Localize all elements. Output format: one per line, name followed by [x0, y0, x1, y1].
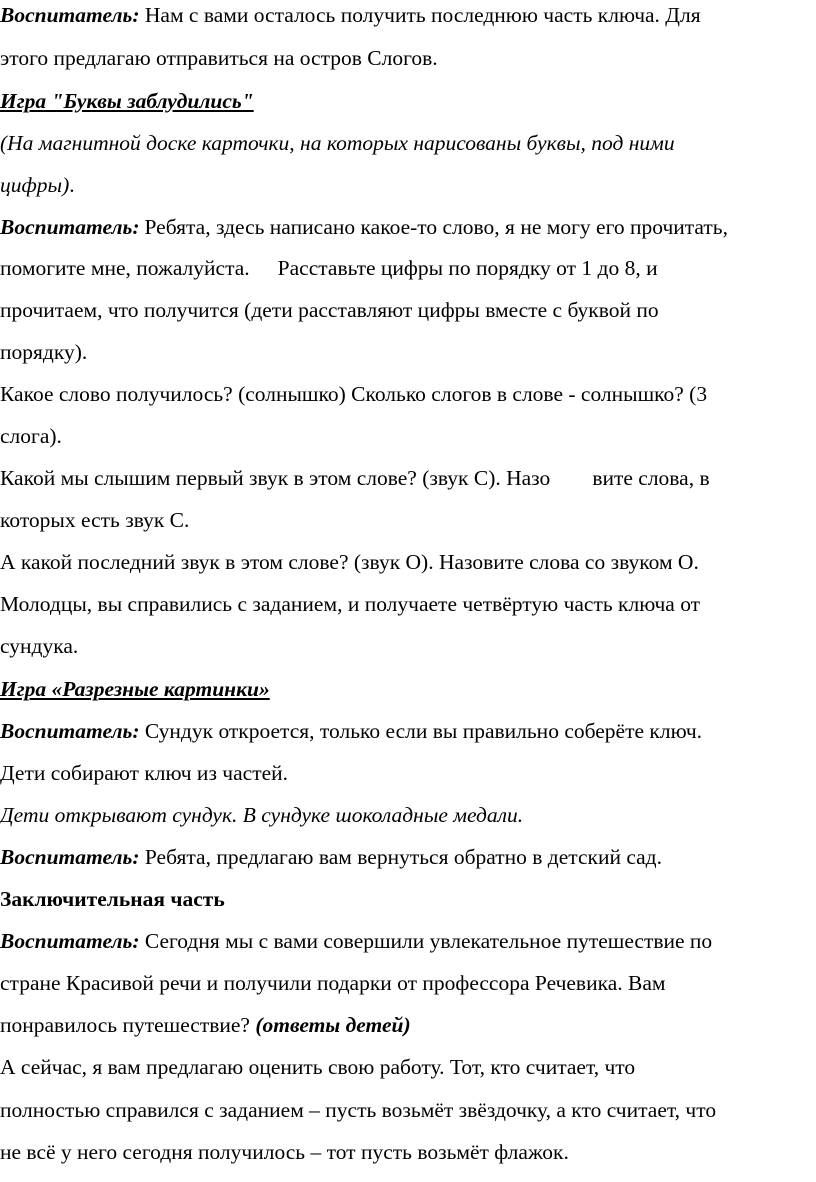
line-text: Дети собирают ключ из частей. — [0, 761, 289, 785]
line-text: не всё у него сегодня получилось – тот пусть возьмёт флажок. — [0, 1140, 569, 1164]
paragraph-line — [0, 718, 702, 744]
line-text: вите слова, в — [592, 466, 710, 490]
paragraph-line — [0, 339, 87, 365]
speaker-label: Воспитатель: — [0, 719, 140, 743]
paragraph-line — [0, 172, 75, 198]
stage-direction: Дети открывают сундук. В сундуке шоколадные медали. — [0, 803, 524, 827]
stage-direction: (На магнитной доске карточки, на которых нарисованы буквы, под ними — [0, 131, 675, 155]
stage-direction: цифры) — [0, 173, 70, 197]
line-text: Ребята, предлагаю вам вернуться обратно в детский сад. — [139, 845, 662, 869]
paragraph-line — [0, 1097, 716, 1123]
line-text: прочитаем, что получится (дети расставляют цифры вместе с буквой по — [0, 298, 659, 322]
line-text: Нам с вами осталось получить последнюю часть ключа. Для — [139, 3, 701, 27]
speaker-label: Воспитатель: — [0, 929, 140, 953]
stage-direction: (ответы детей) — [255, 1013, 411, 1037]
paragraph-line — [0, 1012, 411, 1038]
line-text: А какой последний звук в этом слове? (звук О). Назовите слова со звуком О. — [0, 550, 699, 574]
line-text: стране Красивой речи и получили подарки от профессора Речевика. Вам — [0, 971, 666, 995]
final-part-heading: Заключительная часть — [0, 887, 225, 911]
line-text: понравилось путешествие? — [0, 1013, 256, 1037]
line-text: порядку). — [0, 340, 88, 364]
paragraph-line — [0, 928, 712, 954]
game-heading: Игра "Буквы заблудились" — [0, 89, 254, 113]
line-text: Какое слово получилось? (солнышко) Сколько слогов в слове - солнышко? (3 — [0, 382, 708, 406]
paragraph-line — [0, 465, 710, 491]
paragraph-line — [0, 214, 728, 240]
paragraph-line — [0, 255, 658, 281]
line-text: слога). — [0, 424, 62, 448]
paragraph-line — [0, 507, 189, 533]
line-text: которых есть звук С. — [0, 508, 190, 532]
line-text: А сейчас, я вам предлагаю оценить свою работу. Тот, кто считает, что — [0, 1055, 636, 1079]
paragraph-line — [0, 633, 78, 659]
speaker-label: Воспитатель: — [0, 215, 140, 239]
game-heading: Игра «Разрезные картинки» — [0, 677, 270, 701]
paragraph-line — [0, 970, 666, 996]
line-text: Сегодня мы с вами совершили увлекательное путешествие по — [139, 929, 713, 953]
paragraph-line — [0, 423, 62, 449]
line-text: Какой мы слышим первый звук в этом слове? (звук С). Назо — [0, 466, 551, 490]
paragraph-line — [0, 760, 288, 786]
paragraph-line — [0, 297, 659, 323]
paragraph-line — [0, 381, 707, 407]
paragraph-line — [0, 1139, 569, 1165]
line-text: Молодцы, вы справились с заданием, и получаете четвёртую часть ключа от — [0, 592, 701, 616]
section-heading — [0, 88, 254, 114]
paragraph-line — [0, 591, 700, 617]
paragraph-line — [0, 1054, 635, 1080]
line-text: Сундук откроется, только если вы правильно соберёте ключ. — [139, 719, 703, 743]
line-text: этого предлагаю отправиться на остров Слогов. — [0, 46, 438, 70]
paragraph-line — [0, 45, 438, 71]
paragraph-line — [0, 2, 701, 28]
paragraph-line — [0, 844, 662, 870]
line-text: помогите мне, пожалуйста. — [0, 256, 250, 280]
line-text: Ребята, здесь написано какое-то слово, я не могу его прочитать, — [144, 215, 728, 239]
speaker-label: Воспитатель: — [0, 845, 140, 869]
line-text: . — [69, 173, 75, 197]
speaker-label: Воспитатель: — [0, 3, 140, 27]
paragraph-line — [0, 130, 675, 156]
paragraph-line — [0, 802, 523, 828]
line-text: сундука. — [0, 634, 79, 658]
paragraph-line — [0, 549, 699, 575]
section-heading — [0, 676, 270, 702]
line-text: полностью справился с заданием – пусть возьмёт звёздочку, а кто считает, что — [0, 1098, 717, 1122]
section-heading — [0, 886, 225, 912]
line-text: Расставьте цифры по порядку от 1 до 8, и — [277, 256, 658, 280]
